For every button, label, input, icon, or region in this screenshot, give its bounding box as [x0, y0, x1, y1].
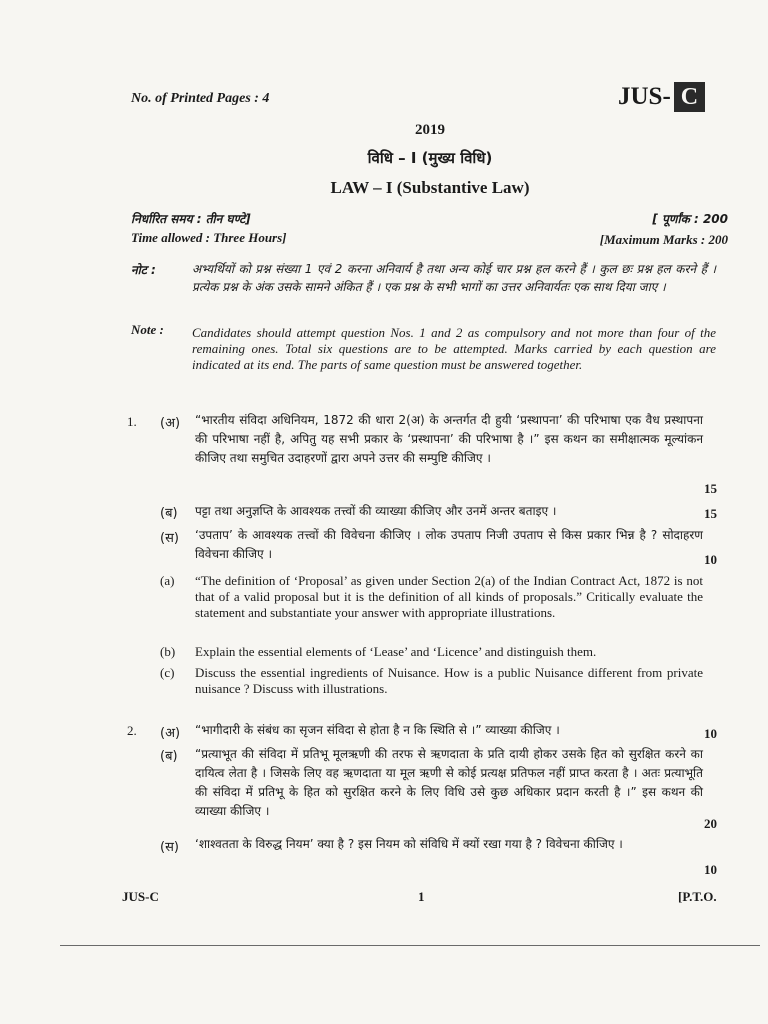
q2-part-a-label-hindi: (अ): [160, 726, 181, 741]
q1-part-b-label-english: (b): [160, 644, 176, 659]
maximum-marks-hindi: [ पूर्णांक : 200: [652, 212, 728, 226]
q2-part-b-hindi: “प्रत्याभूत की संविदा में प्रतिभू मूलऋणी की तरफ से ऋणदाता के प्रति दायी होकर उसके हित को सुरक्षित करने का दायित्व लेता है । जिसके लिए वह ऋणदाता या मूल ऋणी से कोई प्रत्यक्ष प्रतिफल नहीं प्राप्त करता है । अतः प्रत्याभूति की संविदा में प्रतिभू के हित को सुरक्षित करने के लिए विधि उसे कुछ अधिकार प्रदान करती है ।” इस कथन की व्याख्या कीजिए ।: [195, 747, 703, 818]
paper-code: [618, 82, 705, 112]
question-number-2: 2.: [127, 723, 137, 738]
q1-part-b-hindi: पट्टा तथा अनुज्ञप्ति के आवश्यक तत्त्वों की व्याख्या कीजिए और उनमें अन्तर बताइए ।: [195, 504, 557, 518]
printed-pages-count: No. of Printed Pages : 4: [131, 91, 270, 106]
exam-year: 2019: [415, 122, 445, 138]
q1-part-b-marks: 15: [704, 506, 717, 521]
paper-title-hindi: विधि – I (मुख्य विधि): [367, 149, 493, 167]
q1-part-a-label-english: (a): [160, 573, 175, 588]
q1-part-a-label-hindi: (अ): [160, 416, 181, 431]
note-label-english: Note :: [131, 322, 164, 337]
q1-part-b-label-hindi: (ब): [160, 506, 178, 521]
question-number-1: 1.: [127, 414, 137, 429]
paper-title-english: LAW – I (Substantive Law): [330, 178, 530, 197]
q1-part-b-english: Explain the essential elements of ‘Lease’ and ‘Licence’ and distinguish them.: [195, 644, 597, 659]
footer-pto: [P.T.O.: [678, 889, 717, 904]
q1-part-c-label-hindi: (स): [160, 531, 179, 546]
q1-part-c-marks: 10: [704, 552, 717, 567]
q1-part-c-english: Discuss the essential ingredients of Nuisance. How is a public Nuisance different from private nuisance ? Discuss with illustrations.: [195, 665, 703, 696]
bottom-rule: [60, 945, 760, 946]
footer-page-number: 1: [418, 889, 425, 904]
q2-part-a-marks: 10: [704, 726, 717, 741]
q1-part-a-marks: 15: [704, 481, 717, 496]
time-allowed-hindi: निर्धारित समय : तीन घण्टे]: [131, 212, 251, 226]
q2-part-b-label-hindi: (ब): [160, 749, 178, 764]
q1-part-c-label-english: (c): [160, 665, 175, 680]
q2-part-c-marks: 10: [704, 862, 717, 877]
q2-part-b-marks: 20: [704, 816, 717, 831]
note-text-hindi: अभ्यर्थियों को प्रश्न संख्या 1 एवं 2 करना अनिवार्य है तथा अन्य कोई चार प्रश्न हल करने हैं । कुल छः प्रश्न हल करने हैं । प्रत्येक प्रश्न के अंक उसके सामने अंकित हैं । एक प्रश्न के सभी भागों का उत्तर अनिवार्यतः एक साथ दिया जाए ।: [192, 262, 716, 294]
q1-part-a-hindi: “भारतीय संविदा अधिनियम, 1872 की धारा 2(अ) के अन्तर्गत दी हुयी ‘प्रस्थापना’ की परिभाषा एक वैध प्रस्थापना की परिभाषा नहीं है, अपितु यह सभी प्रकार के ‘प्रस्थापना’ की परिभाषा है ।” इस कथन का समीक्षात्मक मूल्यांकन कीजिए तथा समुचित उदाहरणों द्वारा अपने उत्तर की सम्पुष्टि कीजिए ।: [195, 413, 703, 465]
paper-code-letter: C: [674, 82, 705, 112]
note-label-hindi: नोट :: [131, 263, 156, 277]
paper-code-prefix: JUS-: [618, 83, 671, 110]
note-text-english: Candidates should attempt question Nos. 1 and 2 as compulsory and not more than four of the remaining ones. Total six questions are to be attempted. Marks carried by each question are indicated at its end. The parts of same question must be answered together.: [192, 325, 716, 372]
q2-part-c-label-hindi: (स): [160, 840, 179, 855]
time-allowed-english: Time allowed : Three Hours]: [131, 230, 287, 245]
q1-part-a-english: “The definition of ‘Proposal’ as given under Section 2(a) of the Indian Contract Act, 1872 is not that of a valid proposal but it is the definition of all kinds of proposals.” Critically evaluate the statement and substantiate your answer with appropriate illustrations.: [195, 573, 703, 620]
q2-part-a-hindi: “भागीदारी के संबंध का सृजन संविदा से होता है न कि स्थिति से ।” व्याख्या कीजिए ।: [195, 723, 560, 737]
maximum-marks-english: [Maximum Marks : 200: [599, 232, 728, 247]
footer-paper-code: JUS-C: [122, 889, 159, 904]
q2-part-c-hindi: ‘शाश्वतता के विरुद्ध नियम’ क्या है ? इस नियम को संविधि में क्यों रखा गया है ? विवेचना कीजिए ।: [195, 837, 623, 851]
q1-part-c-hindi: ‘उपताप’ के आवश्यक तत्त्वों की विवेचना कीजिए । लोक उपताप निजी उपताप से किस प्रकार भिन्न है ? सोदाहरण विवेचना कीजिए ।: [195, 528, 703, 561]
